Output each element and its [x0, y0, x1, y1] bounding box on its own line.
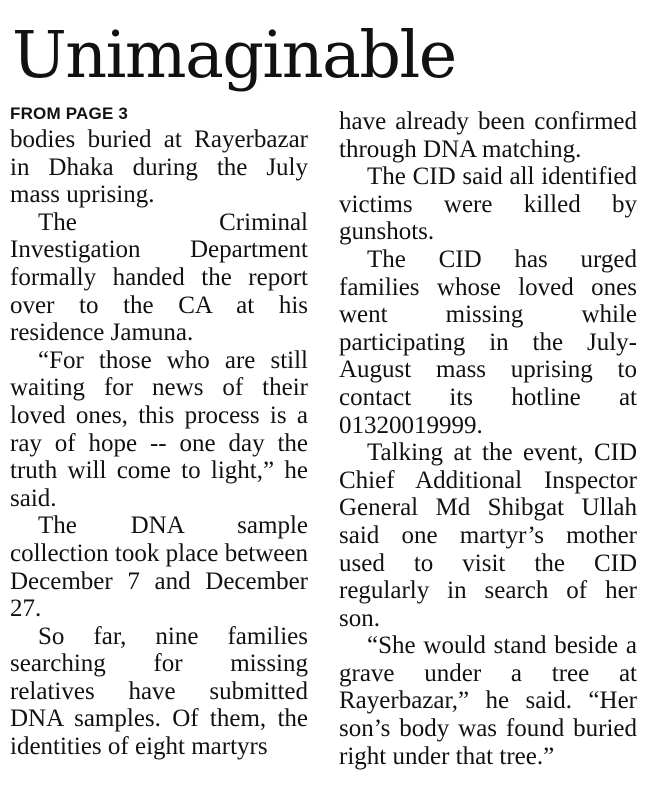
paragraph: So far, nine families searching for missing relatives have submitted DNA samples. Of them, the identities of eight martyrs	[10, 622, 308, 761]
paragraph: The DNA sample collection took place between December 7 and December 27.	[10, 512, 308, 623]
article-column-left	[10, 103, 308, 761]
headline: Unimaginable	[12, 18, 456, 93]
paragraph: Talking at the event, CID Chief Additional Inspector General Md Shibgat Ullah said one martyr’s mother used to visit the CID regularly in search of her son.	[339, 439, 637, 632]
paragraph: The CID said all identified victims were killed by gunshots.	[339, 163, 637, 246]
paragraph: bodies buried at Rayerbazar in Dhaka during the July mass uprising.	[10, 126, 308, 209]
article-column-right	[339, 108, 637, 770]
continuation-kicker: FROM PAGE 3	[10, 104, 129, 123]
paragraph: The CID has urged families whose loved ones went missing while participating in the July-August mass uprising to contact its hotline at 01320019999.	[339, 245, 637, 439]
paragraph: have already been confirmed through DNA matching.	[339, 108, 637, 163]
paragraph: The Criminal Investigation Department formally handed the report over to the CA at his residence Jamuna.	[10, 208, 308, 347]
paragraph: “She would stand beside a grave under a tree at Rayerbazar,” he said. “Her son’s body was found buried right under that tree.”	[339, 632, 637, 770]
paragraph: “For those who are still waiting for news of their loved ones, this process is a ray of hope -- one day the truth will come to light,” he said.	[10, 346, 308, 512]
